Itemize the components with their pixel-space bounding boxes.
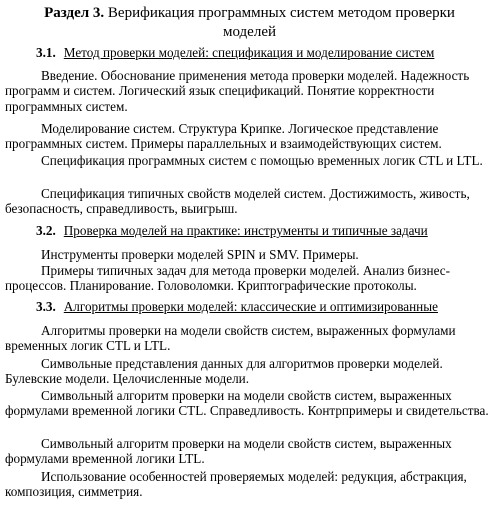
paragraph: Использование особенностей проверяемых моделей: редукция, абстракция, композиция, симметрия.: [5, 469, 467, 500]
paragraph: Спецификация типичных свойств моделей систем. Достижимость, живость, безопасность, справедливость, выигрыш.: [5, 186, 470, 217]
subsection-title-3-1: [36, 44, 486, 61]
section-heading-line-2: моделей: [222, 24, 277, 40]
section-heading-text: Верификация программных систем методом проверки: [104, 5, 455, 21]
section-heading-prefix: Раздел 3.: [44, 5, 105, 21]
subsection-title-3-3: [36, 298, 486, 315]
section-heading: [0, 4, 499, 42]
paragraph: Символьный алгоритм проверки на модели свойств систем, выраженных формулами временной логики LTL.: [5, 436, 452, 467]
paragraph: Символьные представления данных для алгоритмов проверки моделей. Булевские модели. Целочисленные модели.: [5, 356, 443, 387]
paragraph: Введение. Обоснование применения метода проверки моделей. Надежность программ и систем. Логический язык спецификаций. Понятие корректности программных систем.: [5, 68, 470, 114]
paragraph: Инструменты проверки моделей SPIN и SMV. Примеры.: [41, 247, 359, 262]
subsection-title-text: Алгоритмы проверки моделей: классические и оптимизированные: [63, 299, 438, 314]
paragraph: Символьный алгоритм проверки на модели свойств систем, выраженных формулами временной логики CTL. Справедливость. Контрпримеры и свидетельства.: [5, 388, 489, 419]
paragraph: Примеры типичных задач для метода проверки моделей. Анализ бизнес-процессов. Планирование. Головоломки. Криптографические протоколы.: [5, 263, 451, 294]
paragraph: Алгоритмы проверки на модели свойств систем, выраженных формулами временных логик CTL и LTL.: [5, 323, 456, 354]
subsection-number: 3.2.: [36, 223, 56, 238]
section-heading-line-1: [0, 4, 499, 23]
paragraph: Спецификация программных систем с помощью временных логик CTL и LTL.: [41, 153, 483, 168]
subsection-title-text: Метод проверки моделей: спецификация и моделирование систем: [63, 45, 435, 60]
paragraph: Моделирование систем. Структура Крипке. Логическое представление программных систем. Примеры параллельных и взаимодействующих систем.: [5, 121, 442, 152]
subsection-number: 3.1.: [36, 45, 56, 60]
subsection-title-3-2: [36, 222, 486, 239]
subsection-number: 3.3.: [36, 299, 56, 314]
subsection-title-text: Проверка моделей на практике: инструменты и типичные задачи: [63, 223, 428, 238]
